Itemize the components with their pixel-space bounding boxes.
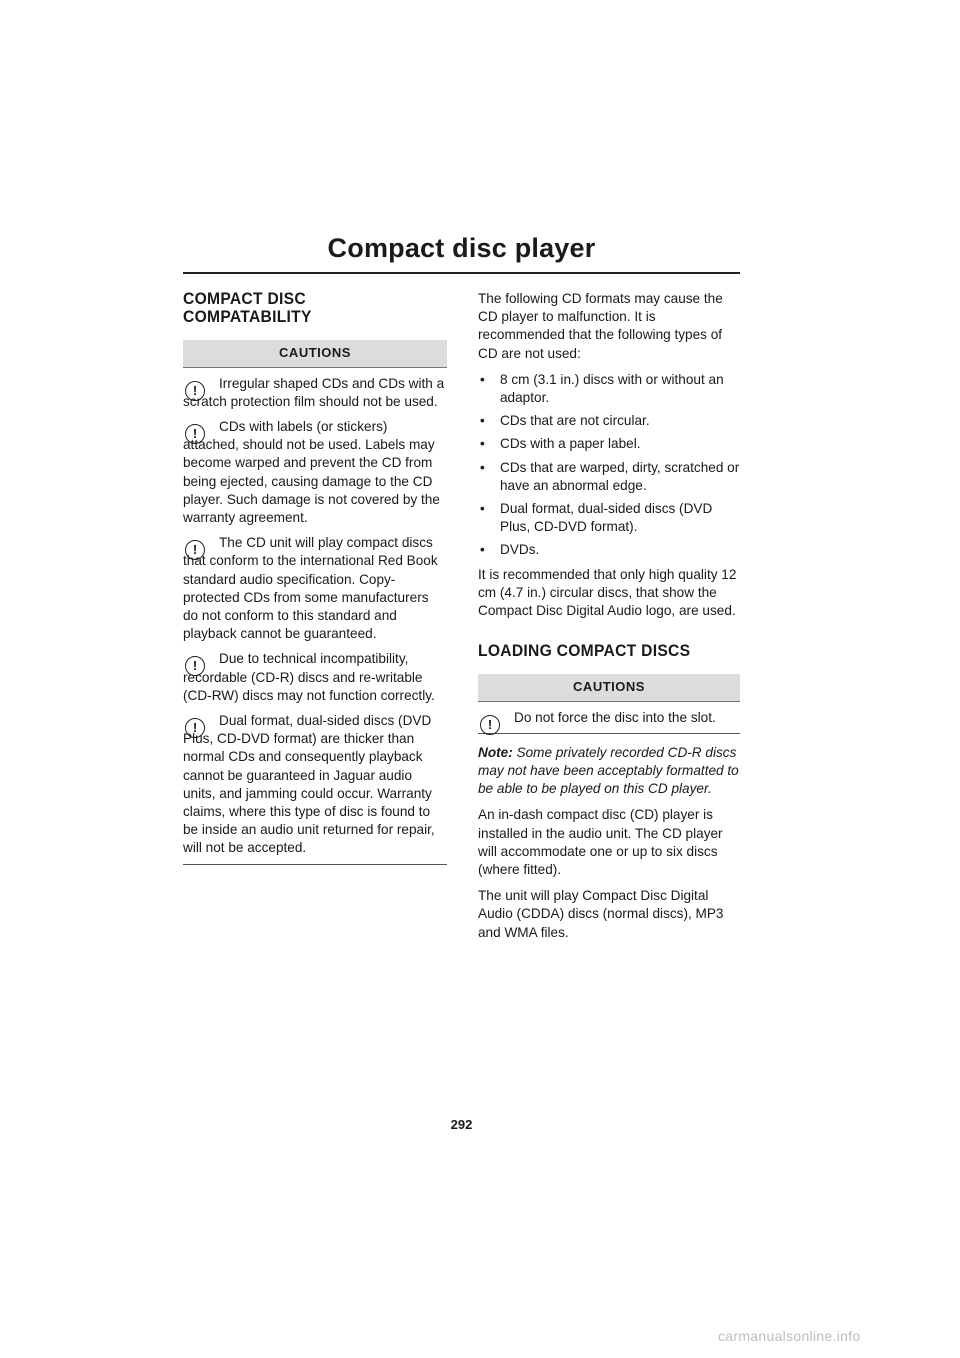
cautions-box <box>183 340 447 864</box>
cautions-box <box>478 674 740 733</box>
list-item-text: CDs with a paper label. <box>500 436 641 452</box>
caution-text: Do not force the disc into the slot. <box>514 709 716 725</box>
list-item <box>478 459 740 495</box>
warning-icon: ! <box>185 424 205 444</box>
note-paragraph <box>478 744 740 799</box>
bullet-icon: • <box>480 542 485 558</box>
caution-text: Due to technical incompatibility, recordable (CD-R) discs and re-writable (CD-RW) discs may not function correctly. <box>183 651 435 703</box>
body-paragraph: The unit will play Compact Disc Digital Audio (CDDA) discs (normal discs), MP3 and WMA files. <box>478 888 724 940</box>
bullet-icon: • <box>480 501 485 517</box>
note-label: Note: <box>478 744 513 760</box>
bullet-icon: • <box>480 371 485 387</box>
cautions-header: CAUTIONS <box>478 674 740 701</box>
list-item-text: CDs that are not circular. <box>500 413 650 429</box>
left-column <box>183 290 447 875</box>
bullet-icon: • <box>480 459 485 475</box>
section-heading-compatibility: COMPACT DISC COMPATABILITY <box>183 289 312 327</box>
watermark: carmanualsonline.info <box>718 1328 861 1344</box>
list-item-text: Dual format, dual-sided discs (DVD Plus, CD-DVD format). <box>500 501 713 535</box>
recommendation-paragraph: It is recommended that only high quality 12 cm (4.7 in.) circular discs, that show the Compact Disc Digital Audio logo, are used. <box>478 566 737 619</box>
caution-text: Dual format, dual-sided discs (DVD Plus, CD-DVD format) are thicker than normal CDs and consequently playback cannot be guaranteed in Jaguar audio units, and jamming could occur. Warranty claims, where this type of disc is found to be inside an audio unit returned for repair, will not be accepted. <box>183 713 435 856</box>
list-item-text: CDs that are warped, dirty, scratched or have an abnormal edge. <box>500 459 740 493</box>
caution-item <box>183 712 447 858</box>
warning-icon: ! <box>185 540 205 560</box>
section-heading-loading: LOADING COMPACT DISCS <box>478 641 691 661</box>
caution-item <box>478 709 740 732</box>
list-item <box>478 541 740 559</box>
warning-icon: ! <box>480 715 500 735</box>
list-item <box>478 371 740 407</box>
list-item <box>478 500 740 536</box>
title-rule <box>183 272 740 274</box>
list-item-text: 8 cm (3.1 in.) discs with or without an adaptor. <box>500 371 724 406</box>
caution-text: The CD unit will play compact discs that conform to the international Red Book standard audio specification. Copy-protected CDs from some manufacturers do not conform to this standard and playback cannot be guaranteed. <box>183 535 438 642</box>
body-paragraph: An in-dash compact disc (CD) player is installed in the audio unit. The CD player will accommodate one or up to six discs (where fitted). <box>478 807 723 878</box>
page-number: 292 <box>450 1117 473 1132</box>
caution-item <box>183 534 447 643</box>
caution-item <box>183 375 447 411</box>
warning-icon: ! <box>185 656 205 676</box>
caution-item <box>183 650 447 705</box>
list-item <box>478 435 740 453</box>
right-column <box>478 290 740 950</box>
cautions-header: CAUTIONS <box>183 340 447 367</box>
caution-text: CDs with labels (or stickers) attached, should not be used. Labels may become warped and prevent the CD from being ejected, causing damage to the CD player. Such damage is not covered by the warranty agreement. <box>183 419 440 526</box>
warning-icon: ! <box>185 381 205 401</box>
intro-paragraph: The following CD formats may cause the CD player to malfunction. It is recommended that the following types of CD are not used: <box>478 291 723 361</box>
page-title: Compact disc player <box>327 233 596 263</box>
bullet-icon: • <box>480 436 485 452</box>
caution-text: Irregular shaped CDs and CDs with a scratch protection film should not be used. <box>183 375 445 409</box>
list-item <box>478 412 740 430</box>
caution-item <box>183 418 447 527</box>
note-text: Some privately recorded CD-R discs may not have been acceptably formatted to be able to be played on this CD player. <box>478 744 739 797</box>
bullet-list <box>478 371 740 560</box>
warning-icon: ! <box>185 718 205 738</box>
bullet-icon: • <box>480 413 485 429</box>
list-item-text: DVDs. <box>500 542 540 558</box>
